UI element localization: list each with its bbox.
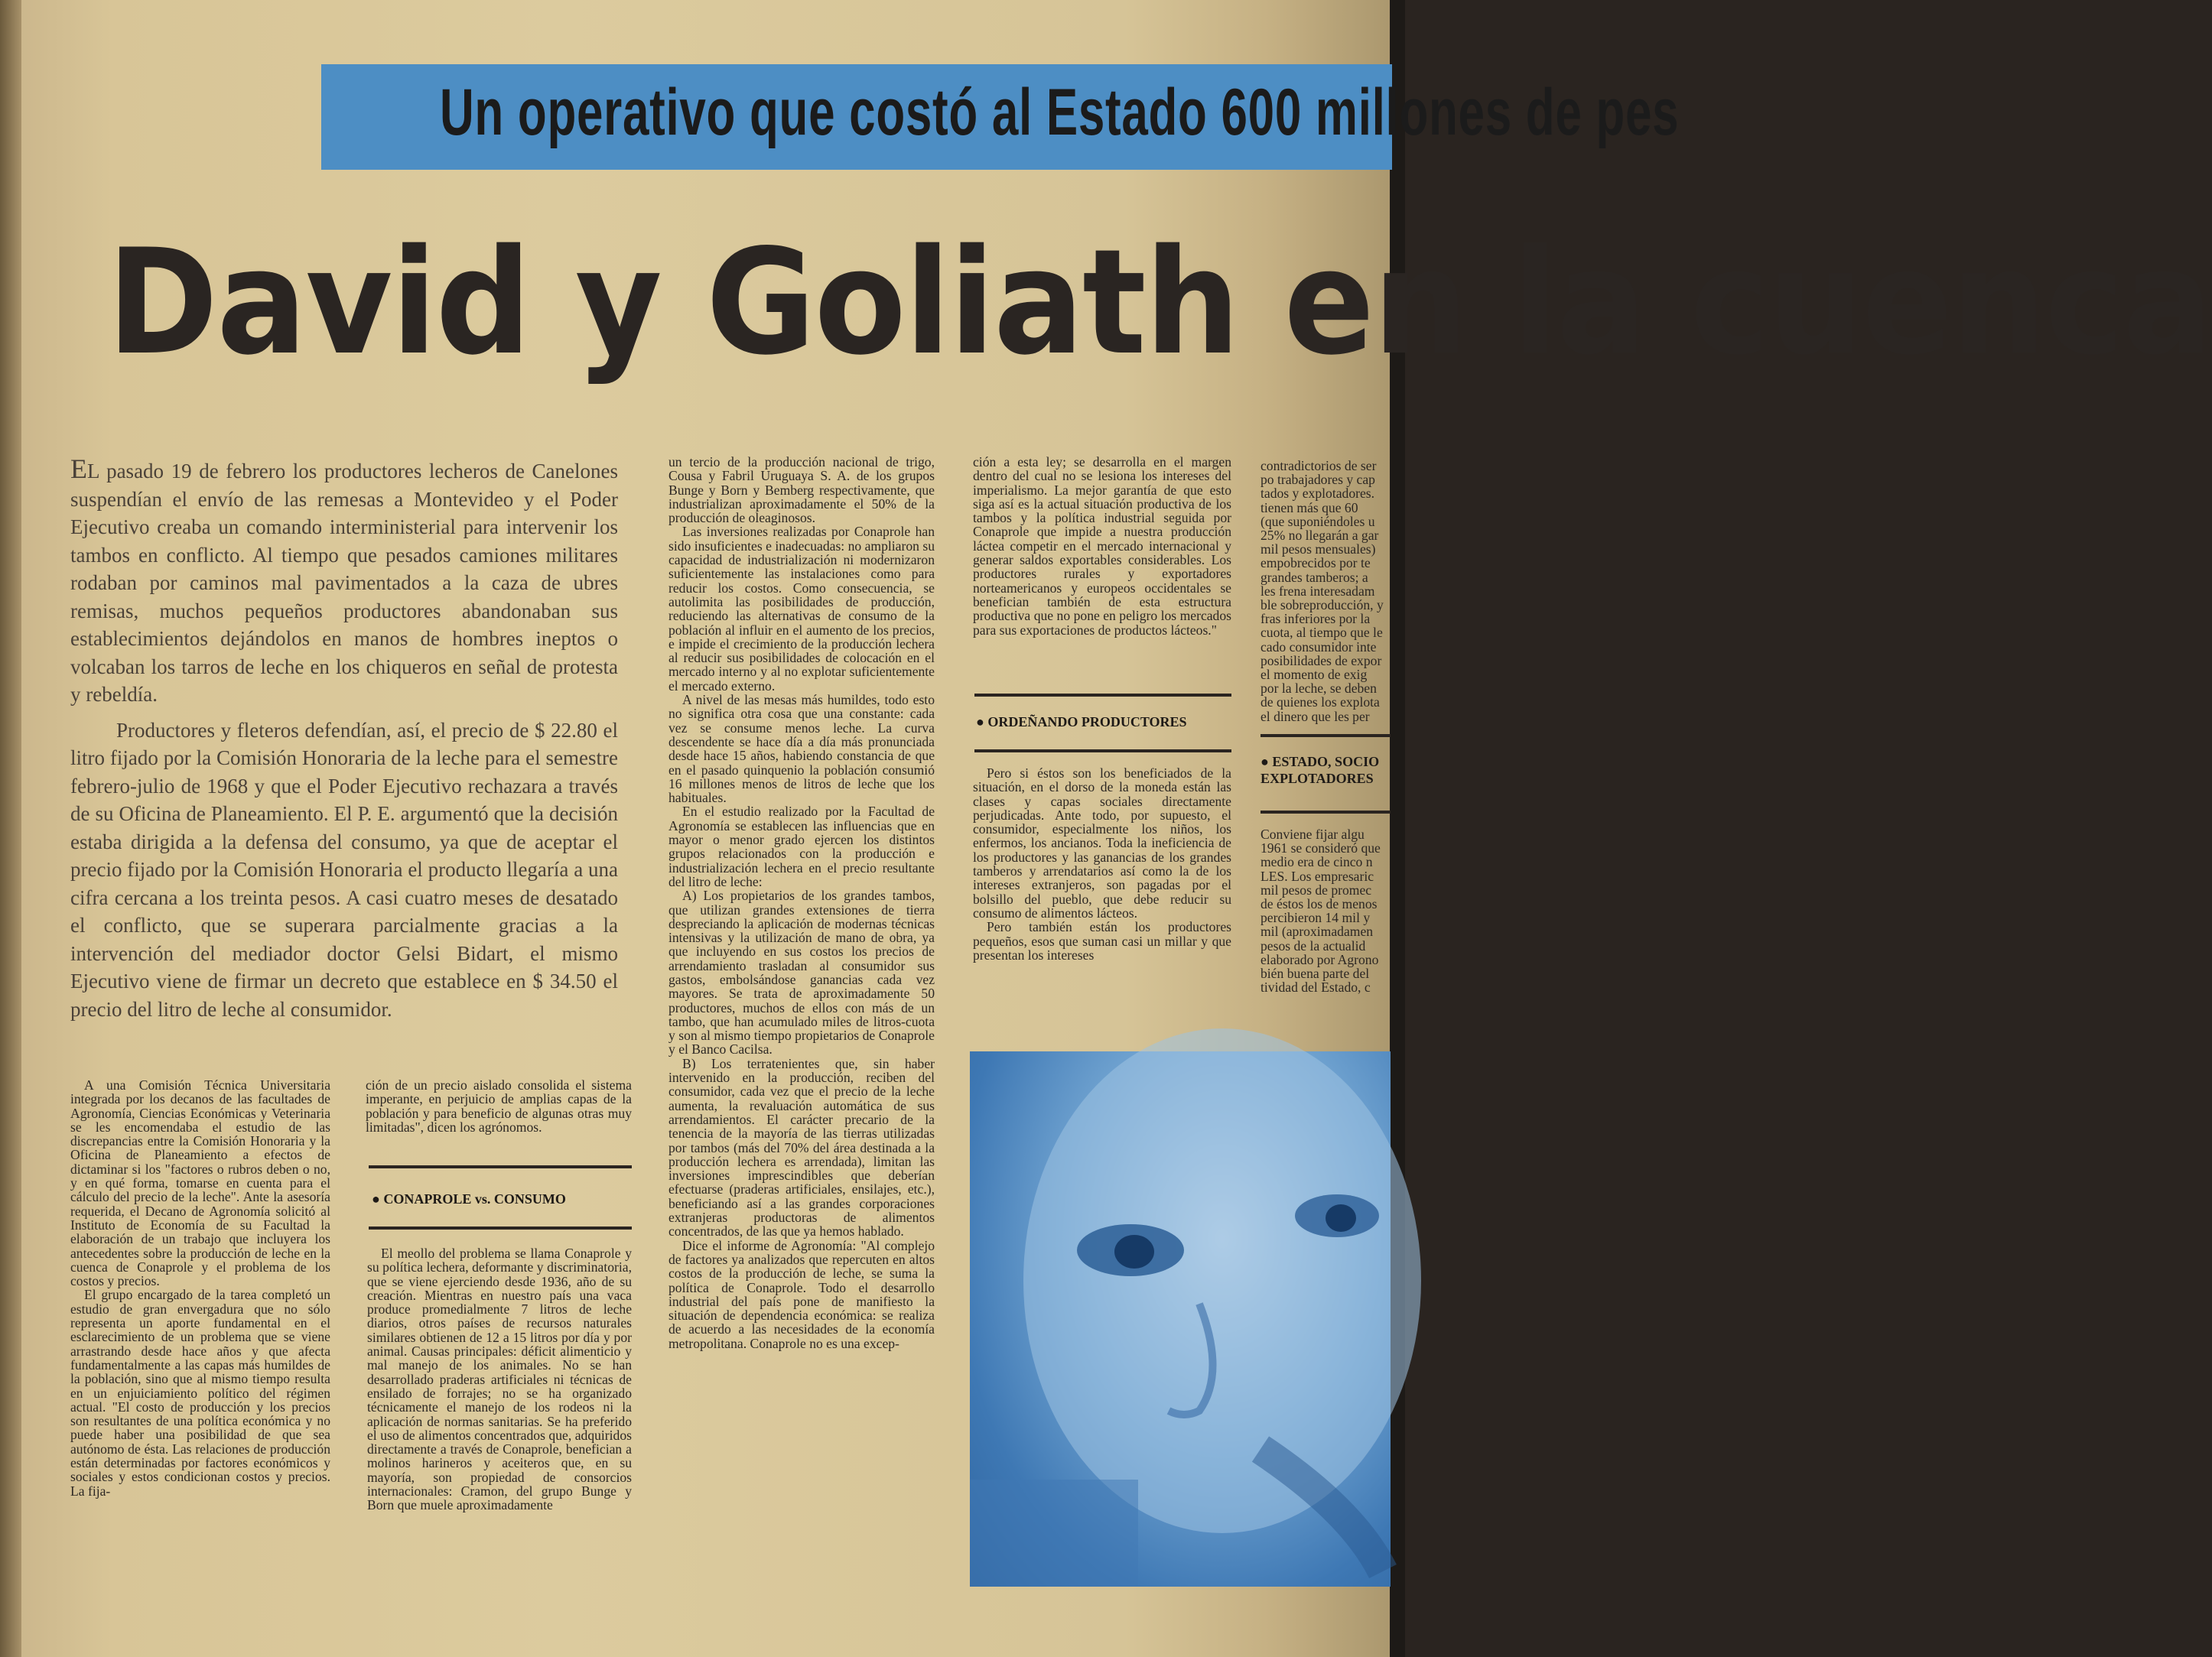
subhead-estado: ● ESTADO, SOCIO EXPLOTADORES	[1261, 754, 1380, 786]
column-1	[70, 1078, 330, 1498]
column-5-line: medio era de cinco n	[1261, 854, 1373, 870]
lede-paragraph-2: Productores y fleteros defendían, así, el precio de $ 22.80 el litro fijado por la Comisión Honoraria de la leche para el semestre febrero-julio de 1968 y que el Poder Ejecutivo rechazara a través de su Oficina de Planeamiento. El P. E. argumentó que la decisión estaba dirigida a la defensa del consumo, ya que de aceptar el precio fijado por la Comisión Honoraria el producto llegaría a una cifra cercana a los treinta pesos. A casi cuatro meses de desatado el conflicto, que se superara parcialmente gracias a la intervención del mediador doctor Gelsi Bidart, el mismo Ejecutivo viene de firmar un decreto que establece en $ 34.50 el precio del litro de leche al consumidor.	[70, 718, 618, 1021]
column-4-bottom	[973, 766, 1231, 962]
lede-paragraph-1-text: L pasado 19 de febrero los productores lecheros de Canelones suspendían el envío de las remesas a Montevideo y el Poder Ejecutivo creaba un comando interministerial para intervenir los tambos en conflicto. Al tiempo que pesados camiones militares rodaban por caminos mal pavimentados a la caza de ubres remisas, muchos pequeños productores abandonaban sus establecimientos dejándolos en manos de hombres ineptos o volcaban los tarros de leche en los chiqueros en señal de protesta y rebeldía.	[70, 460, 618, 706]
subhead-conaprole-text: CONAPROLE vs. CONSUMO	[383, 1191, 566, 1207]
subhead-ordenando: ● ORDEÑANDO PRODUCTORES	[976, 714, 1187, 729]
column-5-line: tienen más que 60	[1261, 499, 1358, 515]
lede	[70, 455, 618, 1023]
lede-paragraph-1	[70, 455, 618, 709]
column-5-line: mil pesos mensuales)	[1261, 541, 1376, 557]
divider-rule	[1261, 811, 1391, 814]
column-5-line: por la leche, se deben	[1261, 681, 1377, 697]
column-4-paragraph: Pero si éstos son los beneficiados de la situación, en el dorso de la moneda están las clases y capas sociales directamente perjudicadas. Ante todo, por supuesto, el consumidor, especialmente los niños, los enfermos, los ancianos. Toda la ineficiencia de los productores y las ganancias de los grandes tamberos y arrendatarios así como la de los intereses extranjeros, son pagadas por el bolsillo del pueblo, que debe reducir su consumo de alimentos lácteos.	[973, 765, 1231, 921]
column-5-top	[1261, 458, 1391, 724]
kicker-text: Un operativo que costó al Estado 600 millones de pes	[440, 76, 1680, 149]
column-5-line: mil pesos de promec	[1261, 882, 1372, 898]
divider-rule	[369, 1227, 632, 1230]
column-5-line: pesos de la actualid	[1261, 937, 1366, 954]
column-5-line: grandes tamberos; a	[1261, 569, 1368, 585]
drop-cap: E	[70, 453, 87, 484]
column-3	[668, 455, 935, 1350]
column-5-line: (que suponiéndoles u	[1261, 513, 1375, 529]
column-5-line: posibilidades de expor	[1261, 652, 1382, 668]
column-3-paragraph: Las inversiones realizadas por Conaprole han sido insuficientes e inadecuadas: no ampliaron su capacidad de industrialización ni modernizaron suficientemente las instalaciones como para reducir los costos. Como consecuencia, se autolimita las posibilidades de producción, reduciendo las alternativas de consumo de la población al influir en el aumento de los precios, e impide el crecimiento de la producción lechera al reducir sus posibilidades de colocación en el mercado interno y al no explotar suficientemente el mercado externo.	[668, 524, 935, 694]
column-5-line: ble sobreproducción, y	[1261, 597, 1384, 613]
column-3-paragraph: A) Los propietarios de los grandes tambos, que utilizan grandes extensiones de tierra despreciando la aplicación de modernas técnicas intensivas y la utilización de mano de obra, ya que incluyendo en sus costos los precios de arrendamiento trasladan al consumidor sus gastos, embolsándose ganancias cada vez mayores. Se trata de aproximadamente 50 productores, muchos de ellos con más de un tambo, que han acumulado miles de litros-cuota y son al mismo tiempo propietarios de Conaprole y el Banco Cacilsa.	[668, 888, 935, 1058]
column-5-line: de éstos los de menos	[1261, 896, 1378, 912]
divider-rule	[974, 694, 1231, 697]
column-5-line: mil (aproximadamen	[1261, 924, 1374, 940]
column-3-paragraph: A nivel de las mesas más humildes, todo esto no significa otra cosa que una constante: cada vez se consume menos leche. La curva descendente se hace día a día más pronunciada desde hace 15 años, habiendo constancia de que en el pasado quinquenio la población consumió 16 millones menos de litros de leche que los habituales.	[668, 692, 935, 806]
column-2-paragraph: ción de un precio aislado consolida el sistema imperante, en perjuicio de amplias capas de la población y para beneficio de algunas otras muy limitadas", dicen los agrónomos.	[366, 1077, 632, 1135]
column-5-line: el dinero que les per	[1261, 708, 1370, 724]
subhead-estado-text: ESTADO, SOCIO EXPLOTADORES	[1261, 754, 1380, 786]
column-5-line: fras inferiores por la	[1261, 611, 1371, 627]
column-5-line: Conviene fijar algu	[1261, 827, 1365, 842]
subhead-ordenando-text: ORDEÑANDO PRODUCTORES	[987, 714, 1187, 729]
column-4-paragraph: ción a esta ley; se desarrolla en el margen dentro del cual no se lesiona los intereses del imperialismo. La mejor garantía de que esto siga así es la actual situación productiva de los tambos y la política industrial seguida por Conaprole que impide a nuestra producción láctea competir en el mercado internacional y generar saldos exportables considerables. Los productores rurales y exportadores norteamericanos y europeos occidentales se benefician también de esta estructura productiva que no pone en peligro los mercados para sus exportaciones de productos lácteos."	[973, 454, 1231, 638]
column-2-bottom	[367, 1246, 632, 1512]
column-4-top	[973, 455, 1231, 637]
column-5-line: LES. Los empresaric	[1261, 868, 1374, 884]
column-5-line: contradictorios de ser	[1261, 458, 1377, 473]
column-2-top	[366, 1078, 632, 1134]
column-3-paragraph: En el estudio realizado por la Facultad de Agronomía se establecen las influencias que en mayor o menor grado ejercen los distintos grupos relacionados con la producción e industrialización lechera en el precio resultante del litro de leche:	[668, 804, 935, 889]
column-5-line: tividad del Estado, c	[1261, 980, 1371, 996]
column-5-lines	[1261, 827, 1459, 994]
column-3-paragraph: B) Los terratenientes que, sin haber intervenido en la producción, reciben del consumidor, cada vez que el precio de la leche aumenta, la revaluación automática de sus arrendamientos. El carácter precario de la tenencia de la mayoría de las tierras utilizadas por tambos (más del 70% del área destinada a la producción lechera es arrendada), limitan las inversiones imprescindibles que deberían efectuarse (praderas artificiales, ensilajes, etc.), beneficiando así a las grandes corporaciones extranjeras productoras de alimentos concentrados, de las que ya hemos hablado.	[668, 1055, 935, 1240]
column-5-line: elaborado por Agrono	[1261, 951, 1379, 967]
column-5-line: les frena interesadam	[1261, 583, 1375, 599]
photo-child-face	[970, 1051, 1391, 1587]
column-5-line: 1961 se consideró que	[1261, 840, 1381, 856]
kicker-banner	[321, 64, 1680, 170]
column-1-paragraph: A una Comisión Técnica Universitaria integrada por los decanos de las facultades de Agronomía, Ciencias Económicas y Veterinaria se les encomendaba el estudio de las discrepancias entre la Comisión Honoraria y la Oficina de Planeamiento a efectos de dictaminar si los "factores o rubros deben o no, y en qué forma, tomarse en cuenta para el cálculo del precio de la leche". Ante la asesoría requerida, el Decano de Agronomía solicitó al Instituto de Economía de su Facultad la elaboración de un trabajo que incluyera los antecedentes sobre la producción de leche en la cuenca de Conaprole y el problema de los costos y precios.	[70, 1077, 330, 1289]
divider-rule	[369, 1165, 632, 1168]
column-5-bottom	[1261, 827, 1391, 1003]
column-5-lines	[1261, 459, 1459, 723]
column-5-line: cado consumidor inte	[1261, 638, 1377, 655]
column-5-line: tados y explotadores.	[1261, 486, 1375, 502]
column-4-paragraph: Pero también están los productores pequeños, esos que suman casi un millar y que presentan los intereses	[973, 919, 1231, 963]
column-5-line: cuota, al tiempo que le	[1261, 625, 1383, 641]
divider-rule	[1261, 734, 1391, 737]
column-5-line: de quienes los explota	[1261, 694, 1380, 710]
column-5-line: el momento de exig	[1261, 667, 1368, 683]
column-3-paragraph: Dice el informe de Agronomía: "Al complejo de factores ya analizados que repercuten en altos costos de la producción de leche, se suma la política de Conaprole. Todo el desarrollo industrial del país pone de manifiesto la situación de dependencia económica: se realiza de acuerdo a las necesidades de la economía metropolitana. Conaprole no es una excep-	[668, 1237, 935, 1351]
column-3-paragraph: un tercio de la producción nacional de trigo, Cousa y Fabril Uruguaya S. A. de los grupos Bunge y Born y Bemberg respectivamente, que industrializan aproximadamente el 50% de la producción de oleaginosos.	[668, 454, 935, 526]
photo-illustration	[970, 1051, 1391, 1587]
headline: David y Goliath en la cuenca	[107, 218, 2212, 387]
page-spine	[0, 0, 21, 1657]
subhead-conaprole: ● CONAPROLE vs. CONSUMO	[372, 1191, 566, 1207]
divider-rule	[974, 749, 1231, 752]
column-5-line: percibieron 14 mil y	[1261, 910, 1371, 926]
column-5-line: po trabajadores y cap	[1261, 472, 1375, 488]
column-5-line: bién buena parte del	[1261, 966, 1370, 982]
column-5-line: 25% no llegarán a gar	[1261, 528, 1379, 544]
column-1-paragraph: El grupo encargado de la tarea completó un estudio de gran envergadura que no sólo representa un aporte fundamental en el esclarecimiento de un problema que se viene arrastrando desde hace años y que afecta fundamentalmente a las capas más humildes de la población, sino que al mismo tiempo resulta en un enjuiciamiento político del régimen actual. "El costo de producción y los precios son resultantes de una política económica y no puede haber una posibilidad de que sea autónomo de ésta. Las relaciones de producción están determinadas por factores económicos y sociales y estos condicionan costos y precios. La fija-	[70, 1287, 330, 1499]
column-2-paragraph: El meollo del problema se llama Conaprole y su política lechera, deformante y discriminatoria, que se viene ejerciendo desde 1936, año de su creación. Mientras en nuestro país una vaca produce promedialmente 7 litros de leche diarios, otros países de recursos naturales similares obtienen de 12 a 15 litros por día y por animal. Causas principales: déficit alimenticio y mal manejo de los animales. No se han desarrollado praderas artificiales ni técnicas de ensilado de forrajes; no se ha organizado técnicamente el manejo de los rodeos ni la aplicación de normas sanitarias. Se ha preferido el uso de alimentos concentrados que, adquiridos directamente a través de Conaprole, benefician a molinos harineros y aceiteros que, en su mayoría, son propiedad de consorcios internacionales: Cramon, del grupo Bunge y Born que muele aproximadamente	[367, 1246, 632, 1513]
column-5-line: empobrecidos por te	[1261, 555, 1371, 571]
